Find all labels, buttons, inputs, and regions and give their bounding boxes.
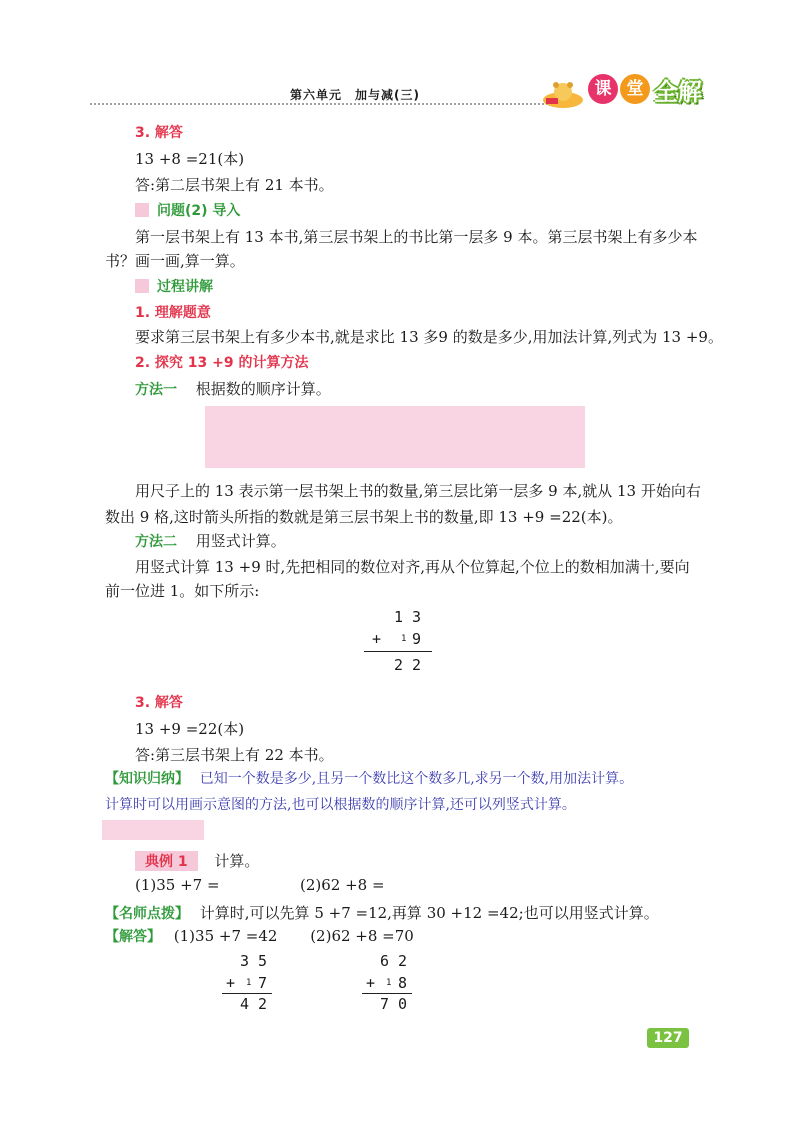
answer-text: 答:第三层书架上有 22 本书。 [135, 746, 334, 764]
unit-title: 第六单元 加与减(三) [290, 88, 420, 102]
carry-digit: 1 [246, 978, 252, 988]
method-label: 方法二 [135, 534, 177, 550]
method-two-line [135, 530, 286, 551]
section-title: 1. 理解题意 [135, 305, 211, 321]
method-label: 方法一 [135, 382, 177, 398]
page-number: 127 [647, 1028, 689, 1048]
bear-icon [540, 80, 586, 108]
summary-text: 计算时可以用画示意图的方法,也可以根据数的顺序计算,还可以列竖式计算。 [105, 797, 576, 813]
vertical-result: 7 0 [380, 995, 408, 1013]
summary-text: 已知一个数是多少,且另一个数比这个数多几,求另一个数,用加法计算。 [199, 771, 634, 787]
section-title: 3. 解答 [135, 125, 183, 141]
knowledge-summary [105, 768, 633, 788]
section-title: 3. 解答 [135, 695, 183, 711]
carry-digit: 1 [401, 634, 407, 644]
teacher-tip [105, 902, 659, 923]
carry-digit: 1 [386, 978, 392, 988]
question-heading [135, 200, 240, 220]
tip-label: 【名师点拨】 [105, 906, 189, 922]
summary-label: 【知识归纳】 [105, 771, 189, 787]
equation: 13 +8 =21(本) [135, 150, 245, 168]
paragraph-line: 用竖式计算 13 +9 时,先把相同的数位对齐,再从个位算起,个位上的数相加满十,要向 [135, 558, 690, 576]
section-title: 2. 探究 13 +9 的计算方法 [135, 355, 309, 371]
vertical-addend: 7 [258, 974, 268, 992]
process-title: 过程讲解 [157, 279, 213, 295]
example-heading [135, 850, 259, 871]
equation: 13 +9 =22(本) [135, 720, 245, 738]
ruler-diagram-placeholder [205, 406, 585, 468]
vertical-plus: + [366, 974, 376, 992]
tip-text: 计算时,可以先算 5 +7 =12,再算 30 +12 =42;也可以用竖式计算。 [199, 904, 659, 922]
vertical-top-number: 6 2 [380, 952, 408, 970]
logo-char-tang: 堂 [620, 74, 650, 104]
vertical-plus: + [226, 974, 236, 992]
answer-1: (1)35 +7 =42 [173, 927, 278, 945]
method-text: 用竖式计算。 [195, 532, 286, 550]
logo-char-ke: 课 [588, 74, 618, 104]
answer-2: (2)62 +8 =70 [310, 927, 414, 945]
vertical-rule [364, 651, 432, 652]
vertical-top-number: 3 5 [240, 952, 268, 970]
vertical-plus: + [372, 630, 382, 648]
paragraph-line: 数出 9 格,这时箭头所指的数就是第三层书架上书的数量,即 13 +9 =22(本)。 [105, 508, 623, 526]
problem-2: (2)62 +8 = [300, 876, 385, 894]
paragraph-line: 第一层书架上有 13 本书,第三层书架上的书比第一层多 9 本。第三层书架上有多少本 [135, 228, 698, 246]
vertical-rule [362, 993, 412, 994]
answer-label: 【解答】 [105, 929, 161, 945]
method-one-line [135, 378, 331, 399]
method-text: 根据数的顺序计算。 [195, 380, 331, 398]
section-banner [102, 820, 204, 840]
brand-logo [540, 70, 740, 110]
vertical-rule [222, 993, 272, 994]
logo-text: 全解 [654, 78, 702, 106]
heading-marker [135, 279, 149, 293]
vertical-result: 4 2 [240, 995, 268, 1013]
heading-marker [135, 203, 149, 217]
example-label: 典例 1 [135, 851, 198, 871]
vertical-addend: 9 [412, 630, 422, 648]
problem-1: (1)35 +7 = [135, 876, 220, 894]
header-divider [90, 103, 560, 105]
vertical-addend: 8 [398, 974, 408, 992]
paragraph-line: 用尺子上的 13 表示第一层书架上书的数量,第三层比第一层多 9 本,就从 13 开始向右 [135, 482, 701, 500]
vertical-result: 2 2 [394, 656, 422, 674]
answer-line [105, 926, 414, 946]
paragraph-line: 书？画一画,算一算。 [105, 252, 245, 270]
question-title: 问题(2) 导入 [157, 203, 241, 219]
answer-text: 答:第二层书架上有 21 本书。 [135, 176, 334, 194]
example-text: 计算。 [214, 852, 260, 870]
process-heading [135, 276, 213, 296]
paragraph-line: 要求第三层书架上有多少本书,就是求比 13 多9 的数是多少,用加法计算,列式为 13 +9。 [135, 328, 723, 346]
vertical-top-number: 1 3 [394, 608, 422, 626]
paragraph-line: 前一位进 1。如下所示: [105, 582, 260, 600]
